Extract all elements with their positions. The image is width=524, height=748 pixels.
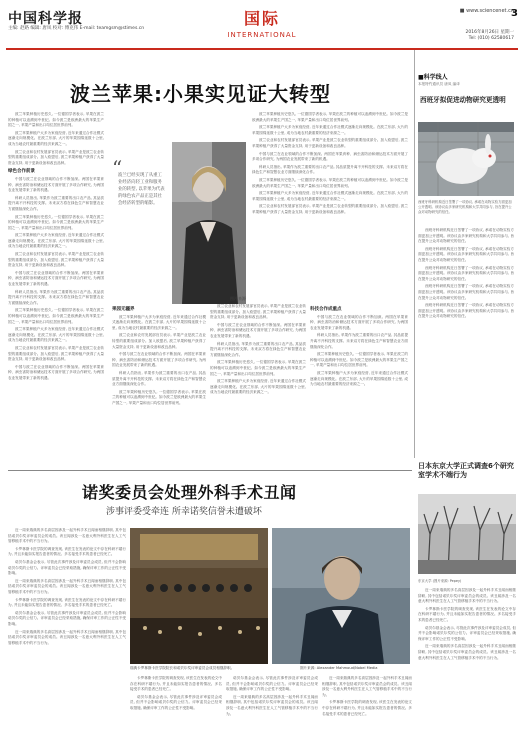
ceremony-photo: [130, 528, 268, 664]
campus-photo: [418, 494, 516, 574]
article2-column-2: [130, 676, 222, 742]
article2-column-3: [226, 676, 318, 742]
sidebar2-title: 日本东京大学正式调查6个研究室学术不端行为: [418, 462, 514, 479]
paragraph: 波兰苹果种植户大多为家庭经营, 近年来通过合作社模式逐渐走向规模化。在波兰东部, 大片的苹果园绵延数十公里, 成为当地农村最重要的经济来源之一。: [8, 130, 104, 146]
paragraph: 诺贝尔基金会表示, 尽管此次事件涉及评审委员会成员, 但并不会影响诺贝尔奖的公信力。评审委员会已经采取措施, 确保评审工作的公正性不受影响。: [8, 559, 126, 576]
paragraph: 波兰苹果种植户大多为家庭经营, 近年来通过合作社模式逐渐走向规模化。在波兰东部, 大片的苹果园绵延数十公里, 成为当地农村最重要的经济来源之一。: [8, 233, 104, 249]
paragraph: 波兰苹果种植户大多为家庭经营, 近年来通过合作社模式逐渐走向规模化。在波兰东部, 大片的苹果园绵延数十公里, 成为当地农村最重要的经济来源之一。: [112, 314, 206, 330]
sidebar-subheader: 本报特约通讯员 唐凤 编译: [418, 82, 460, 86]
sidebar-header: ■科学线人: [418, 74, 448, 81]
campus-image: [418, 494, 516, 574]
paragraph: 科研人员指出, 苹果作为波兰重要的出口农产品, 其品质提升离不开科技的支撑。未来双方将在绿色生产和智慧农业方面继续深化合作。: [8, 195, 104, 211]
paragraph: 波兰苹果种植历史悠久, 一位德国学者表示, 苹果在波兰的种植可以追溯到中世纪。如今波兰是欧洲最大的苹果生产国之一, 苹果产量和出口均位居世界前列。: [252, 112, 408, 122]
portrait-image: [172, 142, 246, 304]
ceremony-image: [130, 528, 268, 664]
issue-date: 2016年8月26日 星期一: [465, 30, 514, 35]
sidebar2-column: [418, 588, 516, 742]
article-divider: [8, 470, 412, 471]
paragraph: 西班牙科研机构近日签署了一项协议, 承诺在动物实验方面更加公开透明。该协议由多家研究机构和大学共同参与, 旨在提升公众对动物研究的信任。: [418, 228, 514, 244]
paragraph: 波兰苹果种植户大多为家庭经营, 近年来通过合作社模式逐渐走向规模化。在波兰东部, 大片的苹果园绵延数十公里, 成为当地农村最重要的经济来源之一。: [8, 327, 104, 343]
paragraph: 中国与波兰在农业领域的合作不断加深。两国在苹果育种、病虫害防治和储运技术方面开展了多项合作研究, 为两国农业发展带来了新的机遇。: [252, 151, 408, 162]
sidebar-column: [418, 228, 514, 454]
section-title-en: INTERNATIONAL: [227, 31, 297, 39]
paragraph: 科研人员指出, 苹果作为波兰重要的出口农产品, 其品质提升离不开科技的支撑。未来双方将在绿色生产和智慧农业方面继续深化合作。: [112, 370, 206, 387]
surgeon-photo: [272, 528, 410, 664]
article1-headline: 波兰苹果:小果实见证大转型: [70, 82, 331, 106]
article2-column-1: [8, 528, 126, 742]
paragraph: 近一周来瑞典的多名高层因涉及一起外科手术丑闻而相继辞职, 其中包括诺贝尔奖评审委员会的成员。该丑闻涉及一名意大利外科医生在人工气管移植手术中的不当行为。: [8, 528, 126, 544]
subhead: 绿色合作前景: [8, 169, 35, 175]
paragraph: 近一周来瑞典的多名高层因涉及一起外科手术丑闻而相继辞职, 其中包括诺贝尔奖评审委员会的成员。该丑闻涉及一名意大利外科医生在人工气管移植手术中的不当行为。: [8, 629, 126, 645]
website: ■ www.sciencenet.cn: [459, 8, 514, 14]
pull-quote: 波兰已经实现了从重工业经济向轻工业和服务业的转型, 以苹果为代表的绿色农产品正是其社会经济转型的缩影。: [118, 173, 165, 206]
subhead: 果园无疆界: [112, 307, 135, 312]
paragraph: 波兰苹果种植历史悠久, 一位德国学者表示, 苹果在波兰的种植可以追溯到中世纪。如今波兰是欧洲最大的苹果生产国之一, 苹果产量和出口均位居世界前列。: [8, 214, 104, 230]
section-title-cn: 国际: [243, 9, 280, 28]
sidebar-body: 西班牙科研机构近日签署了一项协议, 承诺在动物实验方面更加公开透明。该协议由多家研究机构和大学共同参与, 旨在提升公众对动物研究的信任。: [418, 200, 512, 214]
paragraph: 近一周来瑞典的多名高层因涉及一起外科手术丑闻而相继辞职, 其中包括诺贝尔奖评审委员会的成员。该丑闻涉及一名意大利外科医生在人工气管移植手术中的不当行为。: [418, 644, 516, 660]
page-number: 3: [511, 8, 518, 19]
section-banner: [214, 6, 310, 42]
paragraph: 西班牙科研机构近日签署了一项协议, 承诺在动物实验方面更加公开透明。该协议由多家研究机构和大学共同参与, 旨在提升公众对动物研究的信任。: [418, 303, 514, 319]
paragraph: 科研人员指出, 苹果作为波兰重要的出口农产品, 其品质提升离不开科技的支撑。未来双方将在绿色生产和智慧农业方面继续深化合作。: [252, 164, 408, 175]
paragraph: 近一周来瑞典的多名高层因涉及一起外科手术丑闻而相继辞职, 其中包括诺贝尔奖评审委员会的成员。该丑闻涉及一名意大利外科医生在人工气管移植手术中的不当行为。: [322, 676, 412, 697]
article1-column-3: [210, 304, 306, 464]
paragraph: 中国与波兰在农业领域的合作不断加深。两国在苹果育种、病虫害防治和储运技术方面开展了多项合作研究, 为两国农业发展带来了新的机遇。: [210, 322, 306, 338]
paragraph: 波兰苹果种植户大多为家庭经营, 近年来通过合作社模式逐渐走向规模化。在波兰东部, 大片的苹果园绵延数十公里, 成为当地农村最重要的经济来源之一。: [252, 191, 408, 201]
paragraph: 西班牙科研机构近日签署了一项协议, 承诺在动物实验方面更加公开透明。该协议由多家研究机构和大学共同参与, 旨在提升公众对动物研究的信任。: [418, 284, 514, 300]
tel-number: Tel: (010) 62580617: [468, 36, 514, 41]
paragraph: 波兰农业和农村发展部官员表示, 苹果产业是波兰农业转型的重要组成部分。加入欧盟后, 波兰苹果种植户获得了大量资金支持, 用于更新设备和改良品种。: [8, 149, 104, 165]
paragraph: 波兰农业和农村发展部官员表示, 苹果产业是波兰农业转型的重要组成部分。加入欧盟后, 波兰苹果种植户获得了大量资金支持, 用于更新设备和改良品种。: [112, 333, 206, 349]
dateline: [466, 30, 514, 42]
article2-headline: 诺奖委员会处理外科手术丑闻: [82, 483, 297, 502]
paragraph: 波兰苹果种植历史悠久, 一位德国学者表示, 苹果在波兰的种植可以追溯到中世纪。如今波兰是欧洲最大的苹果生产国之一, 苹果产量和出口均位居世界前列。: [8, 308, 104, 324]
paragraph: 中国与波兰在农业领域的合作不断加深。两国在苹果育种、病虫害防治和储运技术方面开展了多项合作研究, 为两国农业发展带来了新的机遇。: [310, 314, 408, 330]
paragraph: 西班牙科研机构近日签署了一项协议, 承诺在动物实验方面更加公开透明。该协议由多家研究机构和大学共同参与, 旨在提升公众对动物研究的信任。: [418, 246, 514, 262]
paragraph: 波兰农业和农村发展部官员表示, 苹果产业是波兰农业转型的重要组成部分。加入欧盟后, 波兰苹果种植户获得了大量资金支持, 用于更新设备和改良品种。: [8, 252, 104, 268]
photo1-caption: 瑞典卡罗林斯卡医学院院长和诺贝尔奖评审委员会成员相继辞职。: [130, 666, 235, 670]
article1-column-1: [8, 112, 104, 464]
paragraph: 中国与波兰在农业领域的合作不断加深。两国在苹果育种、病虫害防治和储运技术方面开展了多项合作研究, 为两国农业发展带来了新的机遇。: [8, 270, 104, 287]
photo2-credit: 图片来源: Alexander Mahmoud/Nobel Media: [300, 666, 378, 670]
paragraph: 西班牙科研机构近日签署了一项协议, 承诺在动物实验方面更加公开透明。该协议由多家研究机构和大学共同参与, 旨在提升公众对动物研究的信任。: [418, 265, 514, 281]
paragraph: 卡罗林斯卡医学院的调查发现, 该医生在发表的论文中存在科研不端行为, 并且未能如实报告患者的情况。多名接受手术的患者已经死亡。: [8, 546, 126, 557]
paragraph: 近一周来瑞典的多名高层因涉及一起外科手术丑闻而相继辞职, 其中包括诺贝尔奖评审委员会的成员。该丑闻涉及一名意大利外科医生在人工气管移植手术中的不当行为。: [8, 578, 126, 594]
paragraph: 波兰苹果种植历史悠久, 一位德国学者表示, 苹果在波兰的种植可以追溯到中世纪。如今波兰是欧洲最大的苹果生产国之一, 苹果产量和出口均位居世界前列。: [8, 112, 104, 128]
article2-column-4: [322, 676, 412, 742]
paragraph: 波兰农业和农村发展部官员表示, 苹果产业是波兰农业转型的重要组成部分。加入欧盟后, 波兰苹果种植户获得了大量资金支持, 用于更新设备和改良品种。: [252, 204, 408, 214]
photo-caption: 图片来源: [230, 296, 246, 301]
rabbit-photo: [418, 122, 514, 196]
paragraph: 波兰苹果种植户大多为家庭经营, 近年来通过合作社模式逐渐走向规模化。在波兰东部, 大片的苹果园绵延数十公里, 成为当地农村最重要的经济来源之一。: [252, 125, 408, 135]
editor-info: 主编: 赵路 编辑: 唐凤 校对: 傅克伟 E-mail: teamgsm@stimes.cn: [8, 26, 145, 31]
paragraph: 诺贝尔基金会表示, 尽管此次事件涉及评审委员会成员, 但并不会影响诺贝尔奖的公信力。评审委员会已经采取措施, 确保评审工作的公正性不受影响。: [226, 676, 318, 692]
paragraph: 卡罗林斯卡医学院的调查发现, 该医生在发表的论文中存在科研不端行为, 并且未能如实报告患者的情况。多名接受手术的患者已经死亡。: [130, 676, 222, 692]
quote-mark-icon: “: [112, 156, 123, 180]
subhead: 科技合作成重点: [310, 307, 342, 312]
paragraph: 中国与波兰在农业领域的合作不断加深。两国在苹果育种、病虫害防治和储运技术方面开展了多项合作研究, 为两国农业发展带来了新的机遇。: [8, 176, 104, 193]
sidebar2-caption: 东京大学 (图片来源: Pepey): [418, 579, 462, 583]
paragraph: 诺贝尔基金会表示, 尽管此次事件涉及评审委员会成员, 但并不会影响诺贝尔奖的公信力。评审委员会已经采取措施, 确保评审工作的公正性不受影响。: [130, 694, 222, 710]
paragraph: 波兰苹果种植户大多为家庭经营, 近年来通过合作社模式逐渐走向规模化。在波兰东部, 大片的苹果园绵延数十公里, 成为当地农村最重要的经济来源之一。: [310, 370, 408, 387]
newspaper-logo: 中国科学报: [8, 11, 83, 27]
article1-column-4: [252, 112, 408, 300]
paragraph: 中国与波兰在农业领域的合作不断加深。两国在苹果育种、病虫害防治和储运技术方面开展了多项合作研究, 为两国农业发展带来了新的机遇。: [112, 352, 206, 368]
paragraph: 科研人员指出, 苹果作为波兰重要的出口农产品, 其品质提升离不开科技的支撑。未来双方将在绿色生产和智慧农业方面继续深化合作。: [210, 341, 306, 357]
paragraph: 波兰苹果种植历史悠久, 一位德国学者表示, 苹果在波兰的种植可以追溯到中世纪。如今波兰是欧洲最大的苹果生产国之一, 苹果产量和出口均位居世界前列。: [310, 352, 408, 368]
paragraph: 波兰苹果种植户大多为家庭经营, 近年来通过合作社模式逐渐走向规模化。在波兰东部, 大片的苹果园绵延数十公里, 成为当地农村最重要的经济来源之一。: [210, 379, 306, 395]
article2-subheadline: 涉事评委受牵连 所幸诺奖信誉未遭破坏: [106, 507, 262, 517]
paragraph: 诺贝尔基金会表示, 尽管此次事件涉及评审委员会成员, 但并不会影响诺贝尔奖的公信力。评审委员会已经采取措施, 确保评审工作的公正性不受影响。: [8, 610, 126, 626]
paragraph: 近一周来瑞典的多名高层因涉及一起外科手术丑闻而相继辞职, 其中包括诺贝尔奖评审委员会的成员。该丑闻涉及一名意大利外科医生在人工气管移植手术中的不当行为。: [418, 588, 516, 604]
rabbit-image: [418, 122, 514, 196]
paragraph: 近一周来瑞典的多名高层因涉及一起外科手术丑闻而相继辞职, 其中包括诺贝尔奖评审委员会的成员。该丑闻涉及一名意大利外科医生在人工气管移植手术中的不当行为。: [226, 694, 318, 716]
paragraph: 卡罗林斯卡医学院的调查发现, 该医生在发表的论文中存在科研不端行为, 并且未能如实报告患者的情况。多名接受手术的患者已经死亡。: [418, 606, 516, 622]
paragraph: 波兰农业和农村发展部官员表示, 苹果产业是波兰农业转型的重要组成部分。加入欧盟后, 波兰苹果种植户获得了大量资金支持, 用于更新设备和改良品种。: [8, 345, 104, 362]
article1-column-5: [310, 304, 408, 464]
paragraph: 波兰农业和农村发展部官员表示, 苹果产业是波兰农业转型的重要组成部分。加入欧盟后, 波兰苹果种植户获得了大量资金支持, 用于更新设备和改良品种。: [210, 304, 306, 320]
paragraph: 卡罗林斯卡医学院的调查发现, 该医生在发表的论文中存在科研不端行为, 并且未能如实报告患者的情况。多名接受手术的患者已经死亡。: [8, 597, 126, 608]
paragraph: 波兰苹果种植历史悠久, 一位德国学者表示, 苹果在波兰的种植可以追溯到中世纪。如今波兰是欧洲最大的苹果生产国之一, 苹果产量和出口均位居世界前列。: [112, 389, 206, 405]
article1-column-2: [112, 304, 206, 464]
portrait-photo: [172, 142, 246, 304]
paragraph: 波兰苹果种植历史悠久, 一位德国学者表示, 苹果在波兰的种植可以追溯到中世纪。如今波兰是欧洲最大的苹果生产国之一, 苹果产量和出口均位居世界前列。: [210, 360, 306, 376]
paragraph: 波兰农业和农村发展部官员表示, 苹果产业是波兰农业转型的重要组成部分。加入欧盟后, 波兰苹果种植户获得了大量资金支持, 用于更新设备和改良品种。: [252, 138, 408, 148]
paragraph: 中国与波兰在农业领域的合作不断加深。两国在苹果育种、病虫害防治和储运技术方面开展了多项合作研究, 为两国农业发展带来了新的机遇。: [8, 364, 104, 380]
sidebar-title: 西班牙拟促进动物研究更透明: [420, 96, 506, 104]
paragraph: 卡罗林斯卡医学院的调查发现, 该医生在发表的论文中存在科研不端行为, 并且未能如实报告患者的情况。多名接受手术的患者已经死亡。: [322, 700, 412, 716]
masthead: [6, 6, 518, 44]
paragraph: 科研人员指出, 苹果作为波兰重要的出口农产品, 其品质提升离不开科技的支撑。未来双方将在绿色生产和智慧农业方面继续深化合作。: [8, 289, 104, 305]
paragraph: 诺贝尔基金会表示, 尽管此次事件涉及评审委员会成员, 但并不会影响诺贝尔奖的公信力。评审委员会已经采取措施, 确保评审工作的公正性不受影响。: [418, 625, 516, 641]
surgeon-image: [272, 528, 410, 664]
paragraph: 科研人员指出, 苹果作为波兰重要的出口农产品, 其品质提升离不开科技的支撑。未来双方将在绿色生产和智慧农业方面继续深化合作。: [310, 333, 408, 349]
paragraph: 波兰苹果种植历史悠久, 一位德国学者表示, 苹果在波兰的种植可以追溯到中世纪。如今波兰是欧洲最大的苹果生产国之一, 苹果产量和出口均位居世界前列。: [252, 177, 408, 188]
